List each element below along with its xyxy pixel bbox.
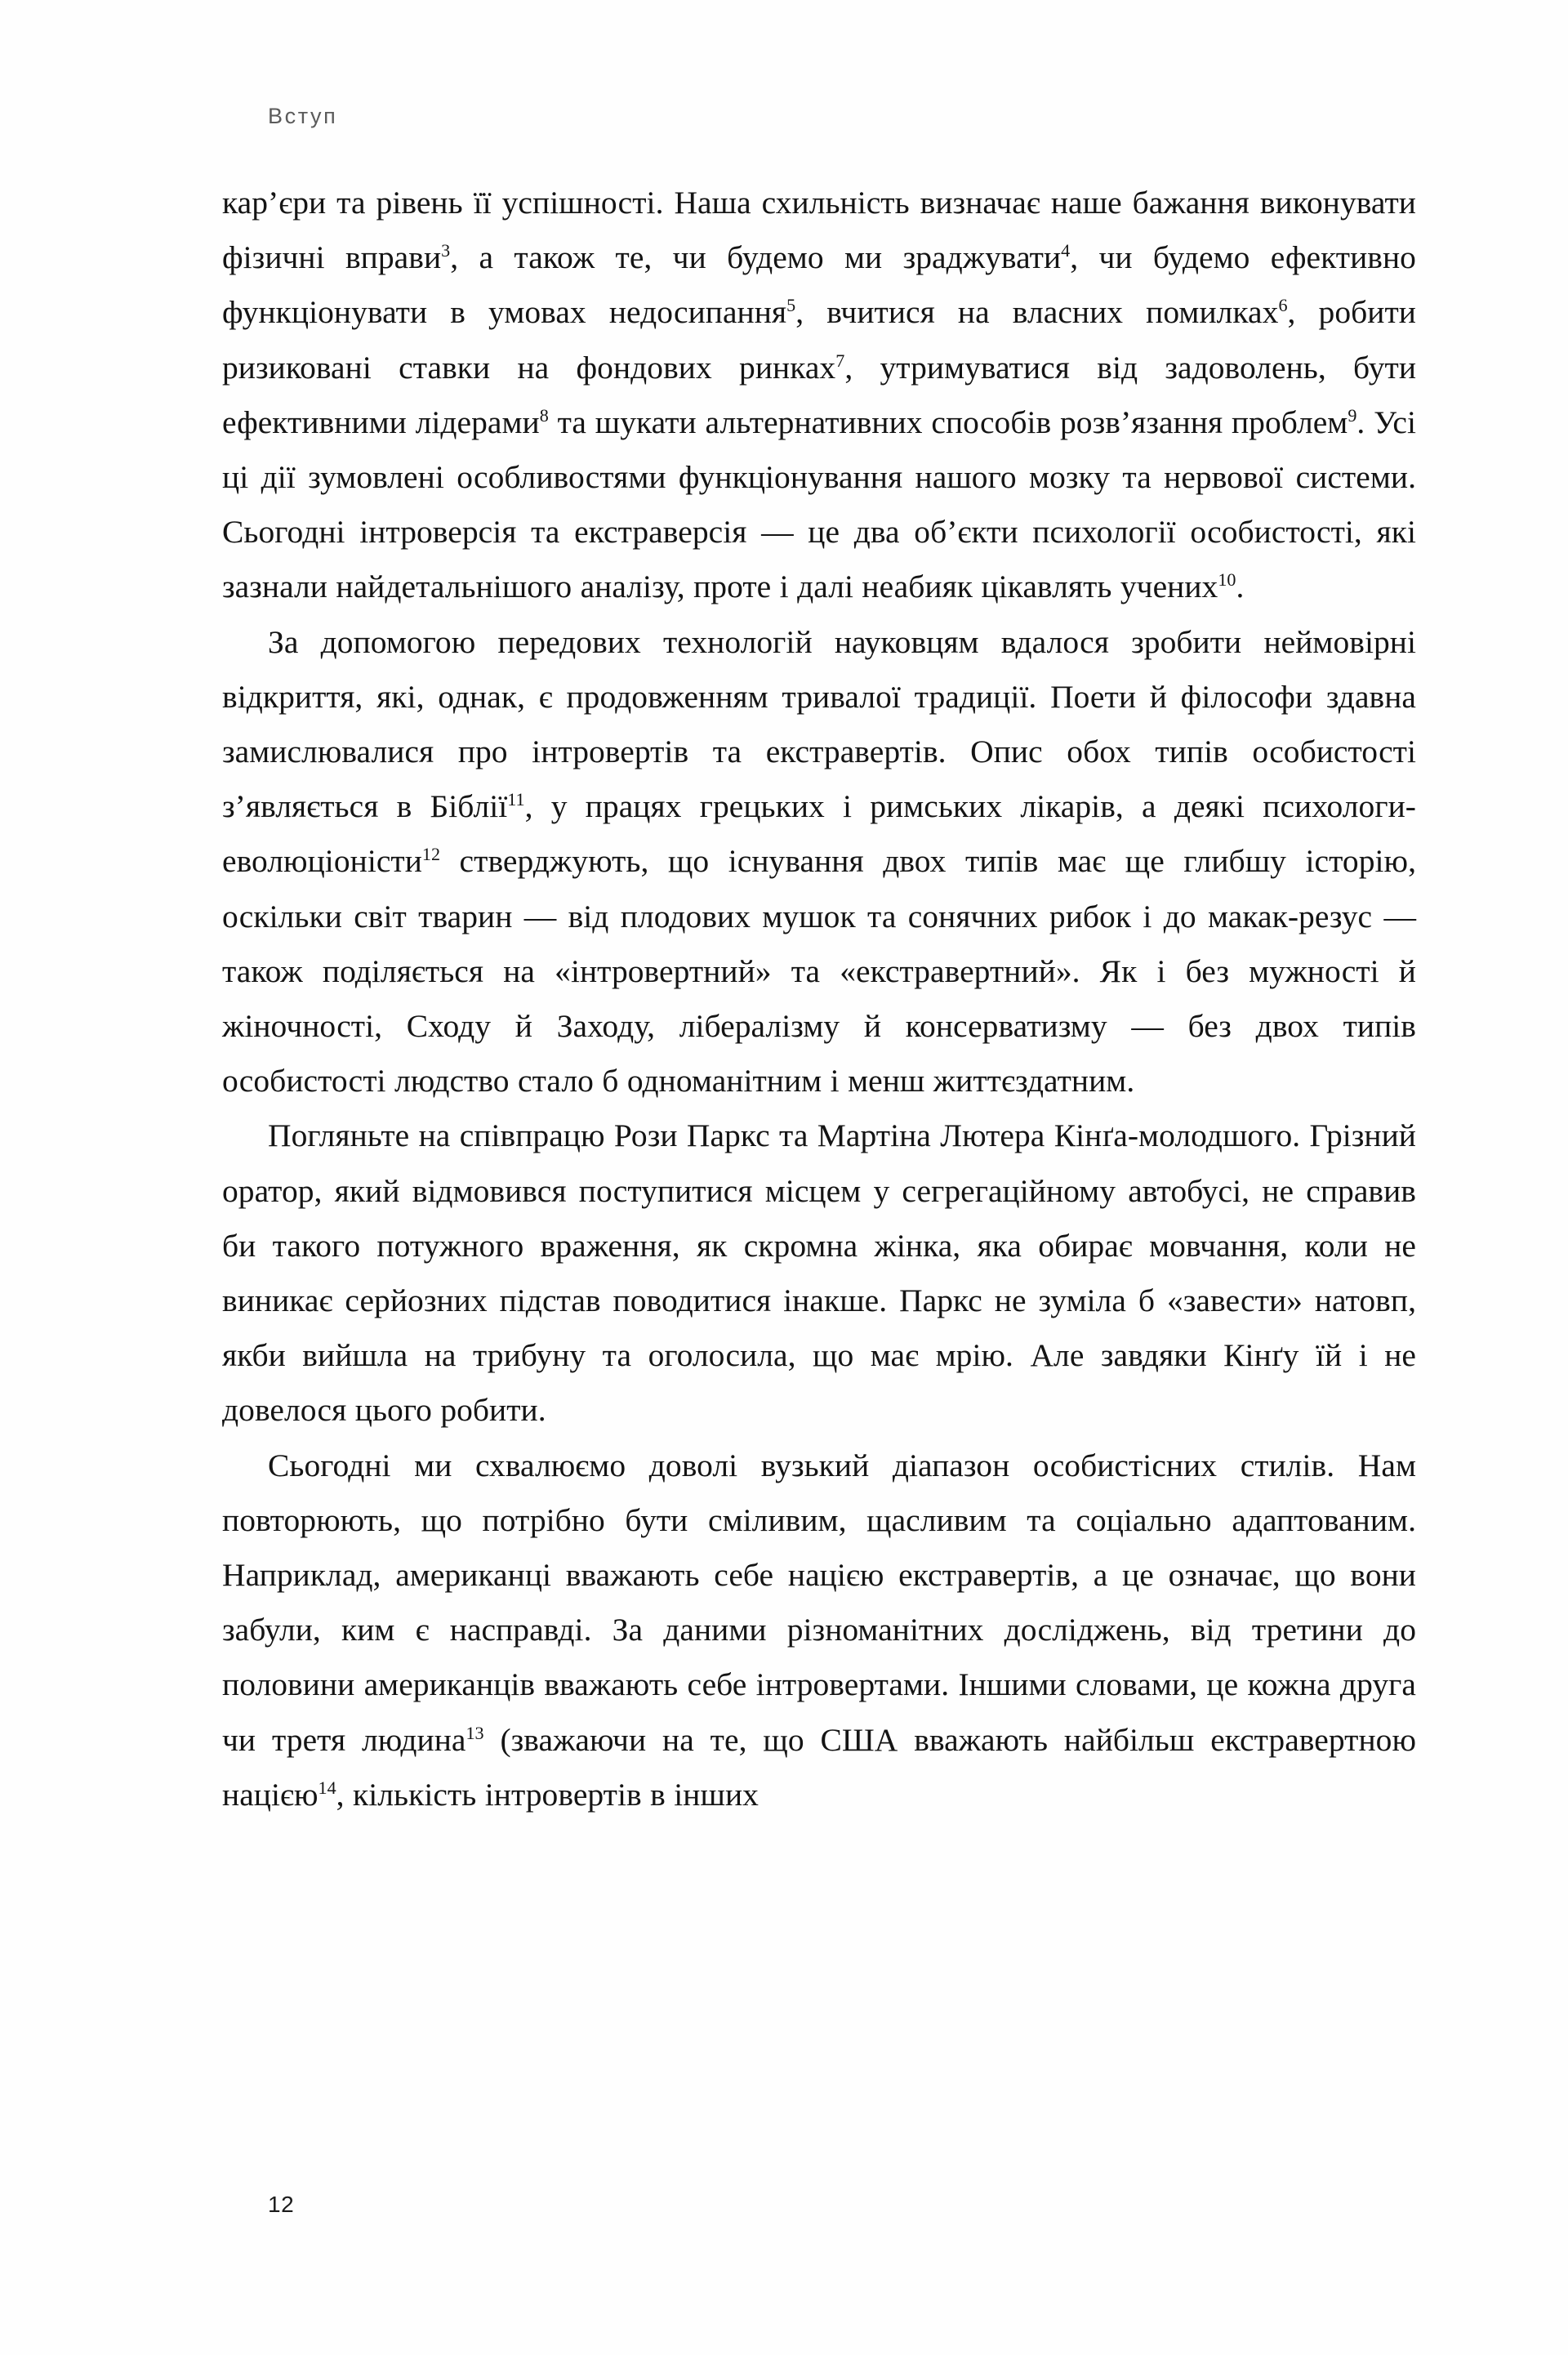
page-number: 12 — [268, 2192, 295, 2217]
footnote-marker[interactable]: 3 — [441, 240, 451, 261]
paragraph — [222, 1438, 1416, 1822]
text-run: , робити ризиковані ставки на фондових ринках — [222, 294, 1416, 386]
footnote-marker[interactable]: 5 — [786, 295, 796, 316]
text-run: , кількість інтровертів в інших — [336, 1776, 759, 1813]
text-run: , вчитися на власних помилках — [795, 294, 1279, 331]
footnote-marker[interactable]: 14 — [318, 1777, 336, 1798]
text-run: стверджують, що існування двох типів має ще глибшу історію, оскільки світ тварин — від плодових мушок та сонячних рибок і до макак-резус — також поділяється на «інтровертний» та «екстравертний». Як і без мужності й жіночності, Сходу й Заходу, лібералізму й консерватизму — без двох типів особистості людство стало б одноманітним і менш життєздатним. — [222, 843, 1416, 1099]
text-run: . Усі ці дії зумовлені особливостями функціонування нашого мозку та нервової системи. Сьогодні інтроверсія та екстраверсія — це два об’єкти психології особистості, які зазнали найдетальнішого аналізу, проте і далі неабияк цікавлять учених — [222, 404, 1416, 605]
text-run: , утримуватися від задоволень, бути ефективними лідерами — [222, 349, 1417, 440]
footnote-marker[interactable]: 10 — [1218, 569, 1236, 591]
text-run: Погляньте на співпрацю Рози Паркс та Мартіна Лютера Кінґа-молодшого. Грізний оратор, який відмовився поступитися місцем у сегрегаційному автобусі, не справив би такого потужного враження, як скромна жінка, яка обирає мовчання, коли не виникає серйозних підстав поводитися інакше. Паркс не зуміла б «завести» натовп, якби вийшла на трибуну та оголосила, що має мрію. Але завдяки Кінґу їй і не довелося цього робити. — [222, 1117, 1416, 1429]
paragraph — [222, 176, 1416, 615]
footnote-marker[interactable]: 11 — [507, 789, 525, 810]
footnote-marker[interactable]: 12 — [421, 844, 441, 865]
footnote-marker[interactable]: 13 — [466, 1722, 484, 1743]
body-text-column — [222, 176, 1416, 1822]
footnote-marker[interactable]: 8 — [539, 404, 549, 426]
text-run: кар’єри та рівень її успішності. Наша схильність визначає наше бажання виконувати фізичні вправи — [222, 185, 1416, 276]
text-run: , а також те, чи будемо ми зраджувати — [450, 239, 1062, 276]
text-run: Сьогодні ми схвалюємо доволі вузький діапазон особистісних стилів. Нам повторюють, що потрібно бути сміливим, щасливим та соціально адаптованим. Наприклад, американці вважають себе нацією екстравертів, а це означає, що вони забули, ким є насправді. За даними різноманітних досліджень, від третини до половини американців вважають себе інтровертами. Іншими словами, це кожна друга чи третя людина — [222, 1447, 1416, 1758]
text-run: За допомогою передових технологій науковцям вдалося зробити неймовірні відкриття, які, однак, є продовженням тривалої традиції. Поети й філософи здавна замислювалися про інтровертів та екстравертів. Опис обох типів особистості з’являється в Біблії — [222, 623, 1416, 825]
paragraph — [222, 1108, 1416, 1438]
paragraph — [222, 615, 1416, 1109]
footnote-marker[interactable]: 9 — [1348, 404, 1357, 426]
running-head: Вступ — [268, 104, 338, 128]
text-run: . — [1236, 569, 1245, 605]
text-run: , у працях грецьких і римських лікарів, а деякі психологи-еволюціоністи — [222, 788, 1416, 880]
footnote-marker[interactable]: 4 — [1061, 240, 1071, 261]
footnote-marker[interactable]: 6 — [1278, 295, 1288, 316]
text-run: (зважаючи на те, що США вважають найбільш екстравертною нацією — [222, 1721, 1417, 1813]
footnote-marker[interactable]: 7 — [835, 350, 845, 371]
text-run: , чи будемо ефективно функціонувати в умовах недосипання — [222, 239, 1416, 331]
text-run: та шукати альтернативних способів розв’язання проблем — [548, 404, 1348, 440]
